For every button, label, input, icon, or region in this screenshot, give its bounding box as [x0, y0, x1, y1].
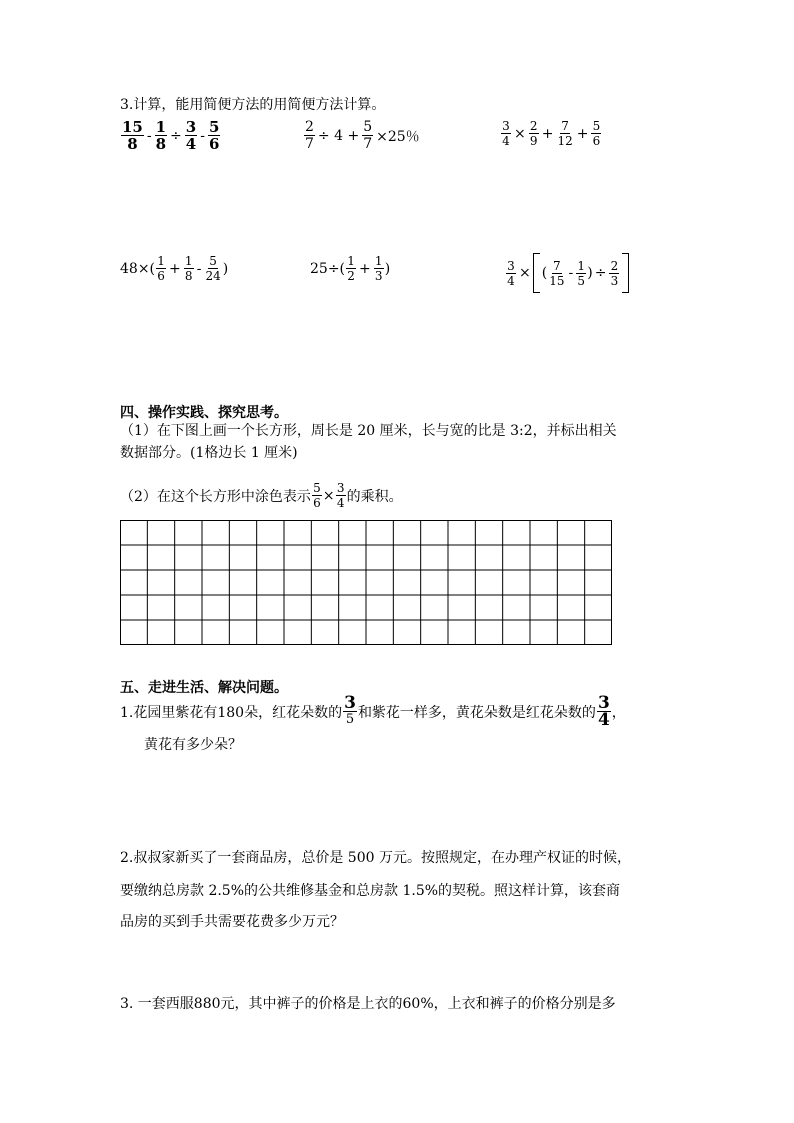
expression-1: $\frac{15}{8}$ - $\frac{1}{8}$ ÷ $\frac{3}{4}$ - $\frac{5}{6}$ [122, 118, 220, 153]
right-square-bracket [622, 253, 629, 293]
section4-q1-line2: 数据部分。(1格边长 1 厘米) [120, 445, 298, 461]
section5-q2-line3: 品房的买到手共需要花费多少万元？ [120, 914, 344, 930]
section5-heading: 五、走进生活、解决问题。 [120, 680, 288, 696]
section5-q1: 1.花园里紫花有180朵，红花朵数的 $\frac{3}{5}$ 和紫花一样多，黄花朵数是红花朵数的 $\frac{3}{4}$ ， [120, 693, 626, 730]
expression-2: $\frac{2}{7}$ ÷ 4 + $\frac{5}{7}$ ×25％ [305, 119, 420, 152]
square-grid[interactable] [120, 520, 612, 645]
section5-q1-line2: 黄花有多少朵？ [144, 737, 242, 753]
section3-title: 3.计算，能用简便方法的用简便方法计算。 [120, 97, 386, 113]
section4-q1-line1: （1）在下图上画一个长方形，周长是 20 厘米，长与宽的比是 3:2，并标出相关 [120, 423, 617, 439]
section4-heading: 四、操作实践、探究思考。 [120, 405, 288, 421]
section5-q3-line1: 3. 一套西服880元，其中裤子的价格是上衣的60%，上衣和裤子的价格分别是多 [120, 996, 616, 1012]
expression-5: 25÷( $\frac{1}{2}$ + $\frac{1}{3}$ ) [310, 254, 391, 283]
expression-3: $\frac{3}{4}$ × $\frac{2}{9}$ + $\frac{7}{12}$ + $\frac{5}{6}$ [502, 119, 601, 148]
expression-6: $\frac{3}{4}$ × ( $\frac{7}{15}$ - $\frac{1}{5}$ ) ÷ $\frac{2}{3}$ [505, 253, 629, 293]
expression-4: 48×( $\frac{1}{6}$ + $\frac{1}{8}$ - $\frac{5}{24}$ ) [120, 254, 229, 283]
section5-q2-line2: 要缴纳总房款 2.5%的公共维修基金和总房款 1.5%的契税。照这样计算，该套商 [120, 883, 621, 899]
left-square-bracket [533, 253, 540, 293]
section5-q2-line1: 2.叔叔家新买了一套商品房，总价是 500 万元。按照规定，在办理产权证的时候， [120, 850, 631, 866]
section4-q2: （2）在这个长方形中涂色表示 $\frac{5}{6}$ × $\frac{3}{4}$ 的乘积。 [120, 481, 403, 510]
